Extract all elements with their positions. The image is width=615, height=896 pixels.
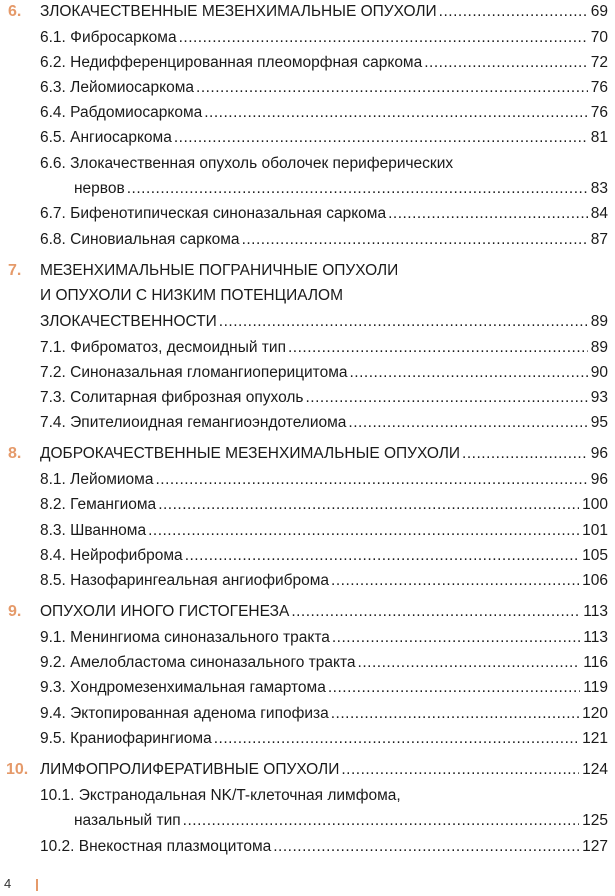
item-label: 6.4. Рабдомиосаркома <box>40 104 203 121</box>
toc-item[interactable] <box>0 26 615 50</box>
item-label: нервов <box>74 180 125 197</box>
leader-dots <box>174 126 588 150</box>
item-label: 8.4. Нейрофиброма <box>40 547 183 564</box>
leader-dots <box>462 442 588 466</box>
page-number: 96 <box>590 445 608 462</box>
toc-item[interactable] <box>0 809 615 833</box>
leader-dots <box>214 727 579 751</box>
page-number: 83 <box>590 180 608 197</box>
section-title-line2: И ОПУХОЛИ С НИЗКИМ ПОТЕНЦИАЛОМ <box>40 287 344 304</box>
page-number: 70 <box>590 29 608 46</box>
page-number: 116 <box>583 654 608 671</box>
leader-dots <box>273 835 579 859</box>
leader-dots <box>331 569 579 593</box>
page-number: 95 <box>590 414 608 431</box>
toc-item[interactable] <box>0 519 615 543</box>
item-label: 9.5. Краниофарингиома <box>40 730 212 747</box>
toc-item[interactable] <box>0 569 615 593</box>
section-number: 8. <box>8 445 22 462</box>
section-number: 6. <box>8 3 22 20</box>
leader-dots <box>341 758 579 782</box>
toc-item[interactable] <box>0 361 615 385</box>
page-number: 113 <box>583 629 608 646</box>
toc-item[interactable] <box>0 76 615 100</box>
toc-item[interactable] <box>0 727 615 751</box>
toc-item[interactable] <box>0 651 615 675</box>
item-label: 8.1. Лейомиома <box>40 471 154 488</box>
toc-section-9[interactable] <box>0 600 615 624</box>
toc-item-line1[interactable] <box>0 784 615 808</box>
page-number: 100 <box>582 496 608 513</box>
leader-dots <box>331 702 579 726</box>
page-number: 96 <box>590 471 608 488</box>
toc-item[interactable] <box>0 544 615 568</box>
toc-item[interactable] <box>0 468 615 492</box>
section-title: ЛИМФОПРОЛИФЕРАТИВНЫЕ ОПУХОЛИ <box>40 761 340 778</box>
toc-section-7[interactable] <box>0 310 615 334</box>
page-number: 84 <box>590 205 608 222</box>
page-number: 89 <box>590 313 608 330</box>
item-label-line1: 10.1. Экстранодальная NK/T-клеточная лимфома, <box>40 787 401 804</box>
page-number: 81 <box>590 129 608 146</box>
leader-dots <box>155 468 587 492</box>
page-number: 121 <box>582 730 608 747</box>
toc-item[interactable] <box>0 493 615 517</box>
page-number: 87 <box>590 231 608 248</box>
item-label: 6.2. Недифференцированная плеоморфная саркома <box>40 54 423 71</box>
page-number: 106 <box>582 572 608 589</box>
page-number: 93 <box>590 389 608 406</box>
item-label: 7.1. Фиброматоз, десмоидный тип <box>40 339 286 356</box>
item-label: 7.2. Синоназальная гломангиоперицитома <box>40 364 348 381</box>
section-title: ОПУХОЛИ ИНОГО ГИСТОГЕНЕЗА <box>40 603 290 620</box>
leader-dots <box>350 361 588 385</box>
leader-dots <box>242 228 588 252</box>
leader-dots <box>158 493 579 517</box>
item-label: 7.3. Солитарная фиброзная опухоль <box>40 389 304 406</box>
item-label: 8.5. Назофарингеальная ангиофиброма <box>40 572 330 589</box>
page-number: 120 <box>582 705 608 722</box>
toc-item[interactable] <box>0 411 615 435</box>
section-number: 10. <box>6 761 29 778</box>
page-number: 76 <box>590 104 608 121</box>
toc-item[interactable] <box>0 835 615 859</box>
leader-dots <box>439 0 588 24</box>
page-number: 105 <box>582 547 608 564</box>
item-label: 6.8. Синовиальная саркома <box>40 231 240 248</box>
page-number: 113 <box>583 603 608 620</box>
toc-item-line1[interactable] <box>0 152 615 176</box>
leader-dots <box>204 101 588 125</box>
page-number: 119 <box>583 679 608 696</box>
leader-dots <box>185 544 579 568</box>
item-label: 9.2. Амелобластома синоназального тракта <box>40 654 356 671</box>
section-number: 7. <box>8 262 22 279</box>
section-title-line1: МЕЗЕНХИМАЛЬНЫЕ ПОГРАНИЧНЫЕ ОПУХОЛИ <box>40 262 399 279</box>
page-number: 90 <box>590 364 608 381</box>
section-title: ЗЛОКАЧЕСТВЕННОСТИ <box>40 313 217 330</box>
toc-item[interactable] <box>0 101 615 125</box>
leader-dots <box>424 51 588 75</box>
toc-item[interactable] <box>0 202 615 226</box>
item-label: 9.3. Хондромезенхимальная гамартома <box>40 679 326 696</box>
section-title: ДОБРОКАЧЕСТВЕННЫЕ МЕЗЕНХИМАЛЬНЫЕ ОПУХОЛИ <box>40 445 461 462</box>
leader-dots <box>219 310 588 334</box>
toc-item[interactable] <box>0 177 615 201</box>
item-label: 7.4. Эпителиоидная гемангиоэндотелиома <box>40 414 347 431</box>
toc-item[interactable] <box>0 676 615 700</box>
section-number: 9. <box>8 603 22 620</box>
item-label: 6.3. Лейомиосаркома <box>40 79 195 96</box>
item-label: 9.4. Эктопированная аденома гипофиза <box>40 705 329 722</box>
leader-dots <box>148 519 579 543</box>
leader-dots <box>179 26 588 50</box>
leader-dots <box>388 202 588 226</box>
toc-section-7-line2[interactable] <box>0 284 615 308</box>
item-label: 8.2. Гемангиома <box>40 496 157 513</box>
footer-page-number: 4 <box>4 876 12 891</box>
item-label-line1: 6.6. Злокачественная опухоль оболочек периферических <box>40 155 454 172</box>
page-number: 101 <box>582 522 608 539</box>
toc-item[interactable] <box>0 702 615 726</box>
toc-section-6[interactable] <box>0 0 615 24</box>
leader-dots <box>328 676 580 700</box>
item-label: 10.2. Внекостная плазмоцитома <box>40 838 272 855</box>
leader-dots <box>183 809 579 833</box>
leader-dots <box>291 600 580 624</box>
toc-section-8[interactable] <box>0 442 615 466</box>
leader-dots <box>305 386 587 410</box>
page-number: 69 <box>590 3 608 20</box>
section-title: ЗЛОКАЧЕСТВЕННЫЕ МЕЗЕНХИМАЛЬНЫЕ ОПУХОЛИ <box>40 3 437 20</box>
toc-item[interactable] <box>0 626 615 650</box>
toc-item[interactable] <box>0 51 615 75</box>
page-number: 125 <box>582 812 608 829</box>
footer-accent-bar <box>36 879 38 891</box>
leader-dots <box>288 336 588 360</box>
item-label: 6.5. Ангиосаркома <box>40 129 172 146</box>
leader-dots <box>358 651 581 675</box>
page-number: 124 <box>582 761 608 778</box>
item-label: 6.1. Фибросаркома <box>40 29 177 46</box>
toc-item[interactable] <box>0 336 615 360</box>
item-label: 8.3. Шваннома <box>40 522 147 539</box>
page-number: 72 <box>590 54 608 71</box>
leader-dots <box>127 177 588 201</box>
toc-section-10[interactable] <box>0 758 615 782</box>
toc-item[interactable] <box>0 228 615 252</box>
page-number: 127 <box>582 838 608 855</box>
toc-item[interactable] <box>0 126 615 150</box>
toc-item[interactable] <box>0 386 615 410</box>
item-label: 9.1. Менингиома синоназального тракта <box>40 629 330 646</box>
page-number: 89 <box>590 339 608 356</box>
toc-section-7-line1[interactable] <box>0 259 615 283</box>
leader-dots <box>332 626 580 650</box>
leader-dots <box>348 411 587 435</box>
leader-dots <box>196 76 588 100</box>
item-label: назальный тип <box>74 812 181 829</box>
item-label: 6.7. Бифенотипическая синоназальная саркома <box>40 205 387 222</box>
page-number: 76 <box>590 79 608 96</box>
